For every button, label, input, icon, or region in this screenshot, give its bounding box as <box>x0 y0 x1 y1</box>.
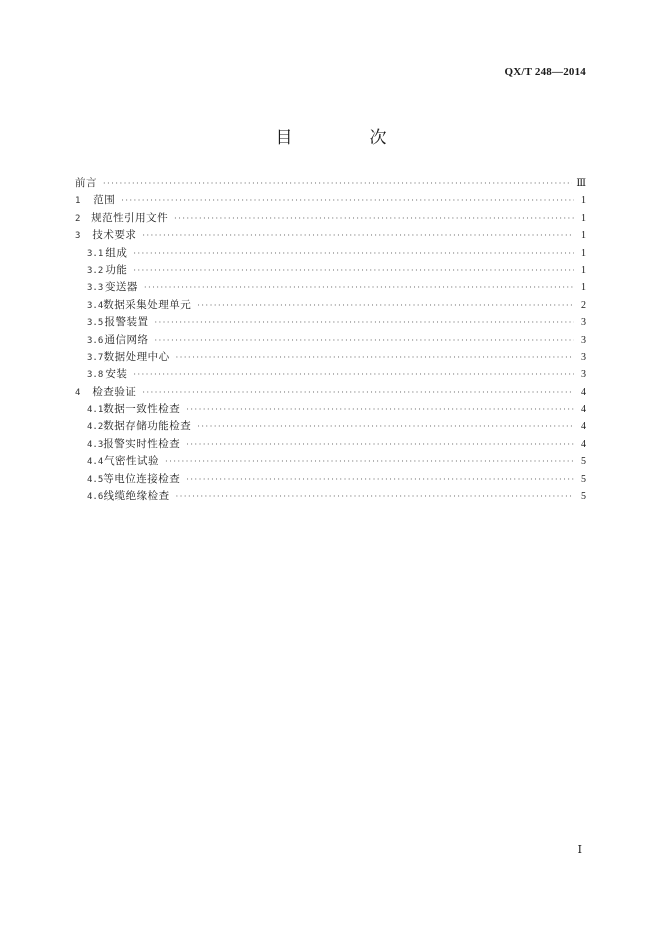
toc-entry-number: 4.5 <box>87 474 104 485</box>
toc-entry[interactable] <box>75 297 586 314</box>
toc-entry-page: 1 <box>581 247 586 259</box>
toc-entry-label: 线缆绝缘检查 <box>103 490 170 503</box>
toc-entry[interactable] <box>75 279 586 296</box>
toc-leader-dots <box>133 366 574 383</box>
toc-entry-number: 3.6 <box>87 335 104 346</box>
toc-entry-page: 2 <box>581 299 586 311</box>
toc-entry-label: 等电位连接检查 <box>103 472 181 485</box>
toc-entry-label: 技术要求 <box>92 229 137 242</box>
table-of-contents <box>75 175 586 505</box>
toc-leader-dots <box>142 384 574 401</box>
toc-leader-dots <box>197 418 574 435</box>
toc-entry-number: 3.3 <box>87 283 104 294</box>
toc-entry-page: 3 <box>581 351 586 363</box>
toc-leader-dots <box>133 262 574 279</box>
toc-entry-number: 4 <box>75 387 81 398</box>
toc-leader-dots <box>197 297 574 314</box>
toc-entry-label: 数据采集处理单元 <box>103 298 192 311</box>
toc-entry-page: 5 <box>581 491 586 503</box>
toc-entry-page: 3 <box>581 317 586 329</box>
toc-entry-label: 报警装置 <box>104 316 149 329</box>
toc-entry[interactable] <box>75 245 586 262</box>
toc-entry[interactable] <box>75 332 586 349</box>
toc-leader-dots <box>186 436 574 453</box>
toc-entry[interactable] <box>75 453 586 470</box>
page-number: Ⅰ <box>577 844 582 856</box>
toc-leader-dots <box>174 210 574 227</box>
toc-entry-label: 气密性试验 <box>104 455 160 468</box>
toc-entry-number: 4.6 <box>87 492 104 503</box>
toc-entry[interactable] <box>75 384 586 401</box>
toc-entry-number: 3.2 <box>87 265 104 276</box>
toc-entry-number: 3.4 <box>87 300 104 311</box>
toc-entry-label: 前言 <box>75 177 97 189</box>
toc-entry-number: 3.7 <box>87 352 104 363</box>
toc-entry-label: 功能 <box>105 263 128 276</box>
toc-entry[interactable] <box>75 366 586 383</box>
toc-entry-label: 检查验证 <box>92 385 137 398</box>
toc-entry-label: 安装 <box>105 368 128 381</box>
toc-entry[interactable] <box>75 488 586 505</box>
toc-entry[interactable] <box>75 314 586 331</box>
toc-entry-label: 数据存储功能检查 <box>103 420 192 433</box>
toc-entry-page: 1 <box>581 212 586 224</box>
toc-entry[interactable] <box>75 418 586 435</box>
toc-leader-dots <box>165 453 574 470</box>
toc-entry-page: 4 <box>581 438 586 450</box>
toc-entry[interactable] <box>75 175 586 192</box>
toc-entry-number: 3.8 <box>87 370 104 381</box>
toc-entry-label: 通信网络 <box>104 333 149 346</box>
toc-entry-label: 数据一致性检查 <box>103 403 181 416</box>
toc-entry-page: 4 <box>581 386 586 398</box>
toc-leader-dots <box>186 471 574 488</box>
toc-entry-label: 报警实时性检查 <box>103 437 181 450</box>
toc-entry[interactable] <box>75 227 586 244</box>
toc-entry-page: Ⅲ <box>576 178 586 189</box>
toc-entry[interactable] <box>75 436 586 453</box>
toc-leader-dots <box>133 245 574 262</box>
toc-entry-page: 1 <box>581 282 586 294</box>
toc-entry[interactable] <box>75 262 586 279</box>
toc-leader-dots <box>121 192 574 209</box>
toc-leader-dots <box>144 279 574 296</box>
toc-entry-page: 3 <box>581 334 586 346</box>
toc-entry-label: 范围 <box>93 194 116 207</box>
toc-entry[interactable] <box>75 471 586 488</box>
toc-entry-number: 2 <box>75 213 81 224</box>
toc-leader-dots <box>142 227 574 244</box>
toc-entry-page: 4 <box>581 404 586 416</box>
toc-entry[interactable] <box>75 210 586 227</box>
toc-entry-page: 5 <box>581 473 586 485</box>
toc-entry-number: 3.5 <box>87 318 104 329</box>
toc-leader-dots <box>155 332 575 349</box>
toc-entry-label: 数据处理中心 <box>103 350 170 363</box>
toc-entry[interactable] <box>75 401 586 418</box>
toc-entry-number: 4.4 <box>87 457 104 468</box>
toc-leader-dots <box>103 175 572 192</box>
toc-leader-dots <box>176 349 574 366</box>
toc-entry-page: 1 <box>581 264 586 276</box>
toc-entry-number: 3 <box>75 231 81 242</box>
toc-entry-number: 4.1 <box>87 405 104 416</box>
toc-entry[interactable] <box>75 192 586 209</box>
toc-entry-page: 1 <box>581 230 586 242</box>
toc-leader-dots <box>155 314 575 331</box>
toc-entry-page: 5 <box>581 456 586 468</box>
toc-entry-label: 变送器 <box>104 281 138 294</box>
toc-entry-number: 4.3 <box>87 439 104 450</box>
toc-entry-number: 1 <box>75 196 81 207</box>
toc-entry-number: 3.1 <box>87 248 104 259</box>
toc-entry-label: 组成 <box>105 246 128 259</box>
toc-entry-page: 3 <box>581 369 586 381</box>
toc-entry-page: 4 <box>581 421 586 433</box>
standard-code: QX/T 248—2014 <box>504 66 586 78</box>
toc-leader-dots <box>186 401 574 418</box>
toc-entry-number: 4.2 <box>87 422 104 433</box>
toc-entry-label: 规范性引用文件 <box>91 211 169 224</box>
toc-entry[interactable] <box>75 349 586 366</box>
toc-entry-page: 1 <box>581 195 586 207</box>
toc-leader-dots <box>176 488 574 505</box>
page-title: 目 次 <box>275 128 417 148</box>
